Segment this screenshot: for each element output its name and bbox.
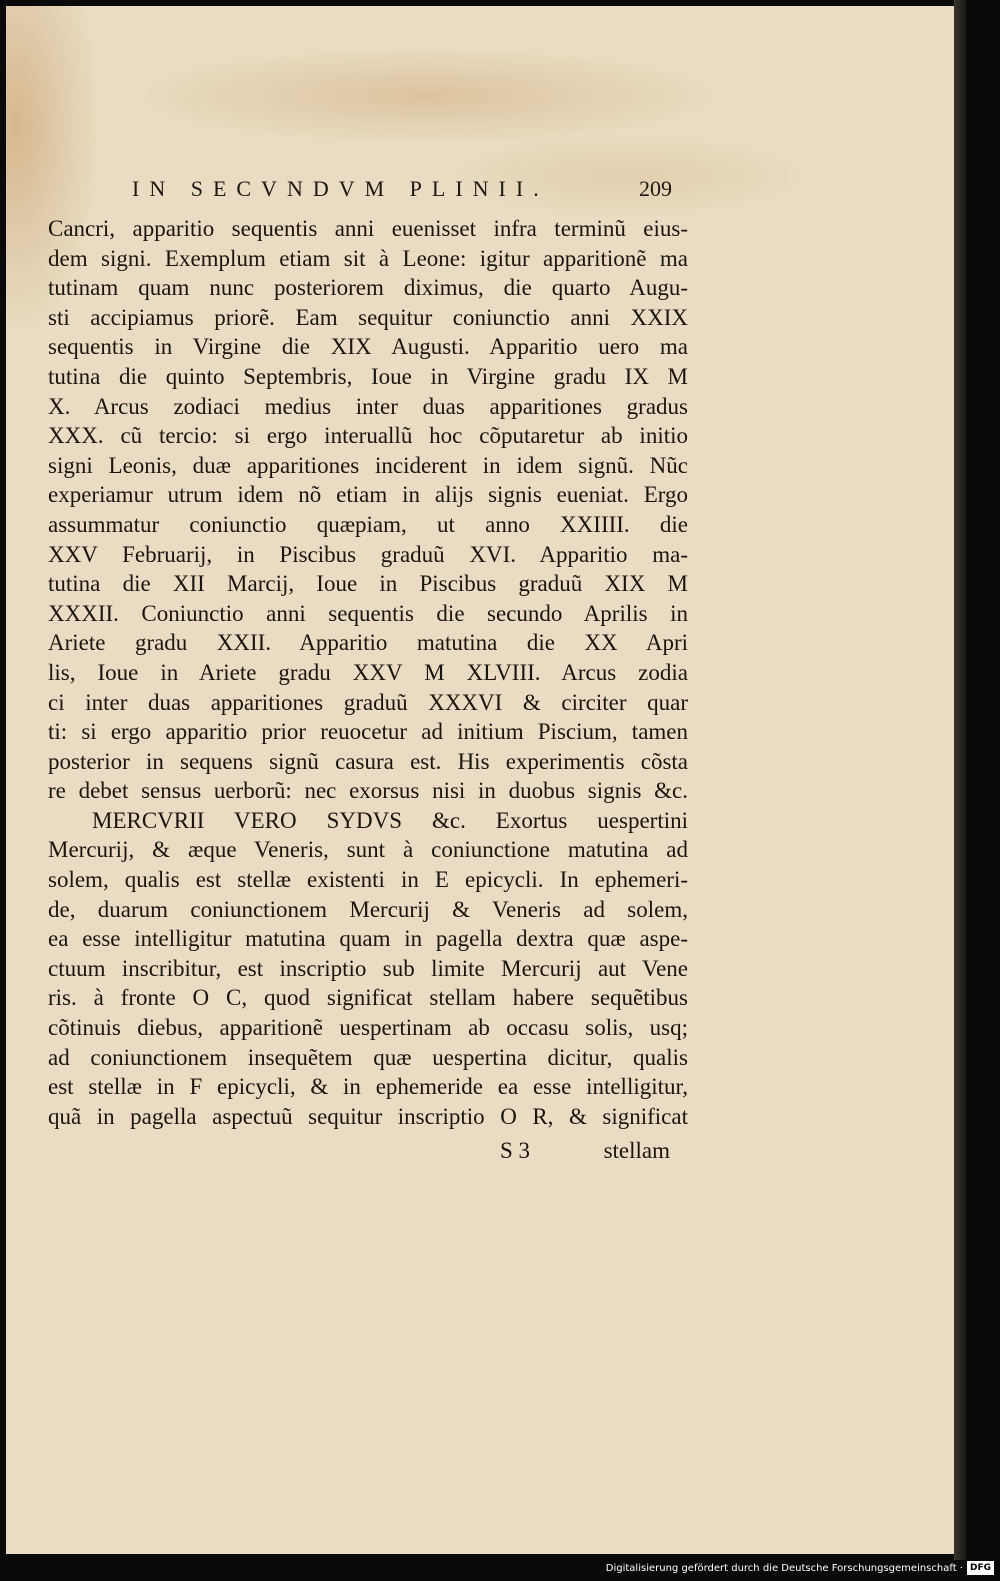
digitization-footer	[606, 1559, 994, 1577]
catchword: stellam	[603, 1138, 670, 1163]
running-title: IN SECVNDVM PLINII.	[132, 176, 549, 201]
funding-notice: Digitalisierung gefördert durch die Deutsche Forschungsgemeinschaft ·	[605, 1562, 963, 1574]
text-line: experiamur utrum idem nõ etiam in alijs signis eueniat. Ergo	[48, 482, 688, 508]
signature-mark: S 3	[500, 1138, 531, 1163]
text-line: XXV Februarij, in Piscibus graduũ XVI. Apparitio ma-	[48, 541, 688, 567]
text-line: de, duarum coniunctionem Mercurij & Veneris ad solem,	[48, 896, 688, 922]
text-line: lis, Ioue in Ariete gradu XXV M XLVIII. Arcus zodia	[48, 659, 688, 685]
text-line: est stellæ in F epicycli, & in ephemeride ea esse intelligitur,	[48, 1074, 688, 1100]
dfg-logo: DFG	[967, 1561, 994, 1575]
text-line: X. Arcus zodiaci medius inter duas apparitiones gradus	[48, 393, 688, 419]
page-header	[132, 176, 672, 208]
text-line: Cancri, apparitio sequentis anni euenisset infra terminũ eius-	[48, 216, 688, 241]
text-line: quã in pagella aspectuũ sequitur inscriptio O R, & significat	[48, 1103, 688, 1129]
text-line: tutina die XII Marcij, Ioue in Piscibus graduũ XIX M	[48, 571, 688, 597]
text-line: posterior in sequens signũ casura est. His experimentis cõsta	[48, 748, 688, 774]
text-line: re debet sensus uerborũ: nec exorsus nisi in duobus signis &c.	[48, 778, 688, 804]
text-line: ti: si ergo apparitio prior reuocetur ad initium Piscium, tamen	[48, 719, 688, 745]
text-line: solem, qualis est stellæ existenti in E epicycli. In ephemeri-	[48, 867, 688, 893]
text-line: sequentis in Virgine die XIX Augusti. Apparitio uero ma	[48, 334, 688, 360]
text-line-paragraph-start: MERCVRII VERO SYDVS &c. Exortus uespertini	[92, 807, 688, 833]
text-line: XXX. cũ tercio: si ergo interuallũ hoc cõputaretur ab initio	[48, 423, 688, 449]
text-line: ctuum inscribitur, est inscriptio sub limite Mercurij aut Vene	[48, 955, 688, 981]
text-line: ea esse intelligitur matutina quam in pagella dextra quæ aspe-	[48, 926, 688, 952]
text-line: tutinam quam nunc posteriorem diximus, die quarto Augu-	[48, 275, 688, 301]
text-line: dem signi. Exemplum etiam sit à Leone: igitur apparitionẽ ma	[48, 245, 688, 271]
text-line: sti accipiamus priorẽ. Eam sequitur coniunctio anni XXIX	[48, 304, 688, 330]
text-line: Ariete gradu XXII. Apparitio matutina die XX Apri	[48, 630, 688, 656]
text-line: ci inter duas apparitiones graduũ XXXVI & circiter quar	[48, 689, 688, 715]
text-line: assummatur coniunctio quæpiam, ut anno XXIIII. die	[48, 511, 688, 537]
text-line: ris. à fronte O C, quod significat stellam habere sequẽtibus	[48, 985, 688, 1011]
text-line: ad coniunctionem insequẽtem quæ uespertina dicitur, qualis	[48, 1044, 688, 1070]
text-line: Mercurij, & æque Veneris, sunt à coniunctione matutina ad	[48, 837, 688, 863]
body-text	[48, 214, 688, 1131]
text-line: signi Leonis, duæ apparitiones inciderent in idem signũ. Nũc	[48, 452, 688, 478]
folio-number: 209	[639, 176, 672, 201]
binding-edge	[954, 0, 966, 1560]
text-line: XXXII. Coniunctio anni sequentis die secundo Aprilis in	[48, 600, 688, 626]
text-line: cõtinuis diebus, apparitionẽ uespertinam ab occasu solis, usq;	[48, 1015, 688, 1041]
text-line: tutina die quinto Septembris, Ioue in Virgine gradu IX M	[48, 363, 688, 389]
